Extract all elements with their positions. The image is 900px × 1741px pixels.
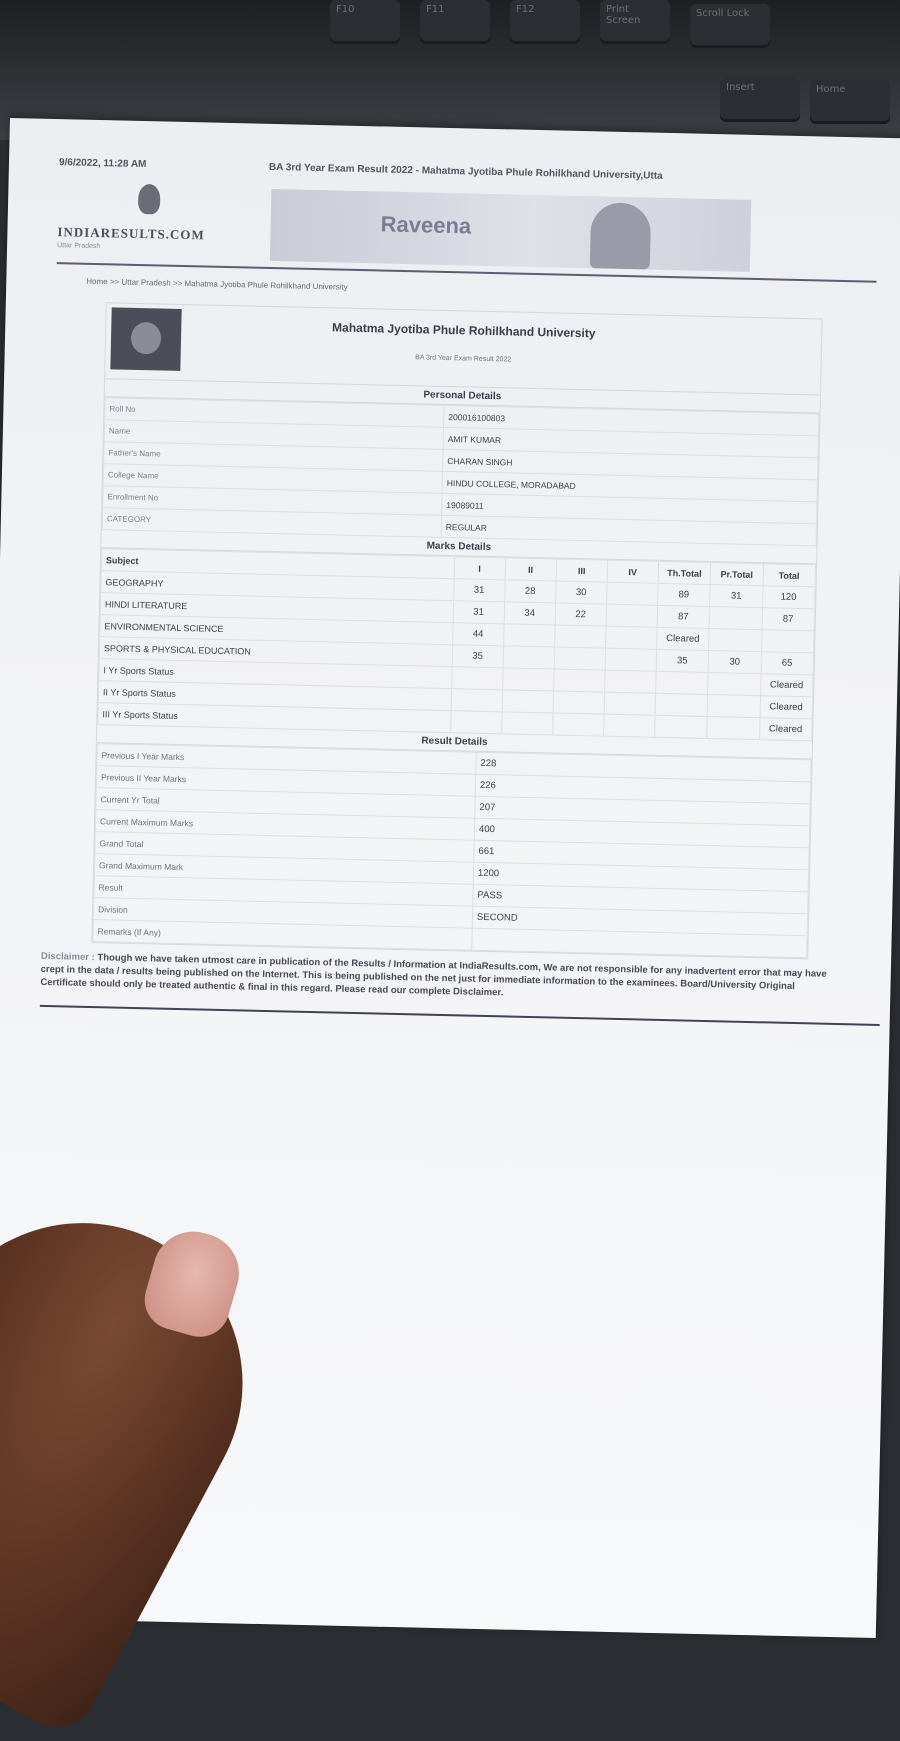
field-value: 19089011 [442, 493, 817, 524]
mark-cell [451, 667, 503, 690]
subject-cell: III Yr Sports Status [98, 703, 451, 733]
keyboard-key: Print Screen [600, 0, 670, 44]
keyboard-key: F11 [420, 0, 490, 44]
ad-person-image [590, 202, 651, 269]
field-value: 200016100803 [444, 405, 819, 436]
column-header: Total [763, 564, 816, 587]
mark-cell [604, 692, 655, 715]
advertisement-banner [270, 189, 752, 272]
field-value: 400 [474, 818, 809, 848]
field-value: AMIT KUMAR [443, 427, 818, 458]
subject-cell: ENVIRONMENTAL SCIENCE [100, 615, 453, 645]
result-details-table [92, 743, 811, 958]
mark-cell [655, 671, 708, 694]
mark-cell [501, 712, 553, 735]
mark-cell: 35 [656, 649, 709, 672]
keyboard-key: Scroll Lock [690, 4, 770, 48]
column-header: IV [607, 560, 658, 583]
mark-cell [606, 582, 657, 605]
mark-cell [502, 690, 554, 713]
mark-cell: 31 [710, 585, 763, 608]
mark-cell [761, 630, 814, 653]
mark-cell [553, 669, 605, 692]
field-label: Roll No [105, 398, 444, 428]
mark-cell: 35 [452, 645, 504, 668]
marks-details-heading: Marks Details [101, 530, 816, 564]
subject-cell: HINDI LITERATURE [100, 593, 453, 623]
keyboard-key: Insert [720, 78, 800, 122]
mark-cell [606, 604, 657, 627]
mark-cell [451, 689, 503, 712]
field-label: Previous I Year Marks [97, 744, 476, 775]
field-label: College Name [103, 464, 442, 494]
mark-cell [707, 716, 760, 739]
field-label: Remarks (If Any) [93, 920, 472, 951]
mark-cell [708, 672, 761, 695]
mark-cell [450, 711, 502, 734]
field-label: Previous II Year Marks [96, 766, 475, 797]
mark-cell: 30 [555, 581, 607, 604]
field-label: Grand Total [95, 832, 474, 863]
field-value: SECOND [472, 906, 807, 936]
mark-cell [503, 624, 555, 647]
marks-details-table [97, 548, 816, 741]
mark-cell: 28 [504, 580, 556, 603]
column-header: II [505, 558, 557, 581]
logo-subtext: Uttar Pradesh [57, 242, 101, 251]
exam-name: BA 3rd Year Exam Result 2022 [415, 354, 512, 364]
column-header: I [454, 557, 506, 580]
mark-cell: 87 [657, 605, 710, 628]
mark-cell: 34 [504, 602, 556, 625]
mark-cell [709, 628, 762, 651]
field-label: Grand Maximum Mark [94, 854, 473, 885]
indiaresults-logo [57, 176, 264, 261]
disclaimer-text: Though we have taken utmost care in publication of the Results / Information at IndiaResults.com, We are not responsible for any inadvertent error that may have crept in the data / results being published on the Internet. This is being published on the net just for immediate information to the examinees. Board/University Original Certificate should only be treated authentic & final in this regard. Please read our complete Disclaimer. [40, 952, 827, 999]
field-value: HINDU COLLEGE, MORADABAD [442, 471, 817, 502]
mark-cell [654, 715, 707, 738]
column-header: Pr.Total [710, 563, 763, 586]
mark-cell: 89 [657, 583, 710, 606]
field-value: 228 [476, 752, 811, 782]
mark-cell [554, 647, 606, 670]
field-label: Name [104, 420, 443, 450]
breadcrumb: Home >> Uttar Pradesh >> Mahatma Jyotiba Phule Rohilkhand University [86, 276, 348, 292]
keyboard-key: Home [810, 80, 890, 124]
disclaimer [40, 950, 831, 1007]
column-header: Subject [101, 549, 454, 579]
mark-cell: 44 [452, 623, 504, 646]
mark-cell: Cleared [656, 627, 709, 650]
mark-cell: 87 [762, 608, 815, 631]
subject-cell: SPORTS & PHYSICAL EDUCATION [99, 637, 452, 667]
mark-cell: Cleared [760, 674, 813, 697]
field-label: Current Yr Total [96, 788, 475, 819]
result-details-heading: Result Details [97, 725, 812, 759]
header-row [57, 176, 849, 274]
column-header: III [556, 559, 608, 582]
mark-cell [603, 714, 654, 737]
mark-cell [605, 648, 656, 671]
mark-cell: 120 [762, 586, 815, 609]
keyboard-key: F10 [330, 0, 400, 44]
field-value: 1200 [473, 862, 808, 892]
logo-figure-icon [138, 184, 161, 214]
field-label: Division [93, 898, 472, 929]
field-value: 226 [475, 774, 810, 804]
mark-cell: 65 [761, 652, 814, 675]
mark-cell [655, 693, 708, 716]
result-card [91, 302, 822, 959]
university-header [105, 303, 822, 395]
field-value: 207 [475, 796, 810, 826]
field-label: CATEGORY [102, 508, 441, 538]
field-value: 661 [474, 840, 809, 870]
footer-divider [40, 1005, 880, 1026]
subject-cell: GEOGRAPHY [101, 571, 454, 601]
field-label: Current Maximum Marks [95, 810, 474, 841]
mark-cell: Cleared [759, 718, 812, 741]
mark-cell [503, 646, 555, 669]
mark-cell: 22 [555, 603, 607, 626]
field-label: Father's Name [104, 442, 443, 472]
mark-cell [707, 694, 760, 717]
personal-details-table [102, 397, 820, 546]
mark-cell [552, 713, 604, 736]
subject-cell: II Yr Sports Status [98, 681, 451, 711]
column-header: Th.Total [658, 561, 711, 584]
personal-details-heading: Personal Details [105, 379, 820, 413]
field-label: Result [94, 876, 473, 907]
printed-page [40, 157, 849, 1025]
keyboard-background [0, 0, 900, 140]
mark-cell [605, 626, 656, 649]
logo-text: INDIARESULTS.COM [57, 224, 205, 243]
mark-cell: 31 [453, 601, 505, 624]
keyboard-key: F12 [510, 0, 580, 44]
mark-cell [604, 670, 655, 693]
mark-cell [554, 625, 606, 648]
print-page-title: BA 3rd Year Exam Result 2022 - Mahatma Jyotiba Phule Rohilkhand University,Utta [268, 161, 663, 182]
field-label: Enrollment No [103, 486, 442, 516]
mark-cell: 30 [708, 650, 761, 673]
ad-text: Raveena [380, 211, 472, 239]
university-name: Mahatma Jyotiba Phule Rohilkhand University [331, 320, 596, 341]
mark-cell [709, 607, 762, 630]
field-value: PASS [473, 884, 808, 914]
disclaimer-label: Disclaimer : [40, 950, 95, 964]
mark-cell: 31 [453, 579, 505, 602]
mark-cell [502, 668, 554, 691]
mark-cell: Cleared [760, 696, 813, 719]
field-value: CHARAN SINGH [443, 449, 818, 480]
print-datetime: 9/6/2022, 11:28 AM [58, 157, 147, 171]
mark-cell [553, 691, 605, 714]
subject-cell: I Yr Sports Status [99, 659, 452, 689]
field-value: REGULAR [441, 515, 816, 546]
